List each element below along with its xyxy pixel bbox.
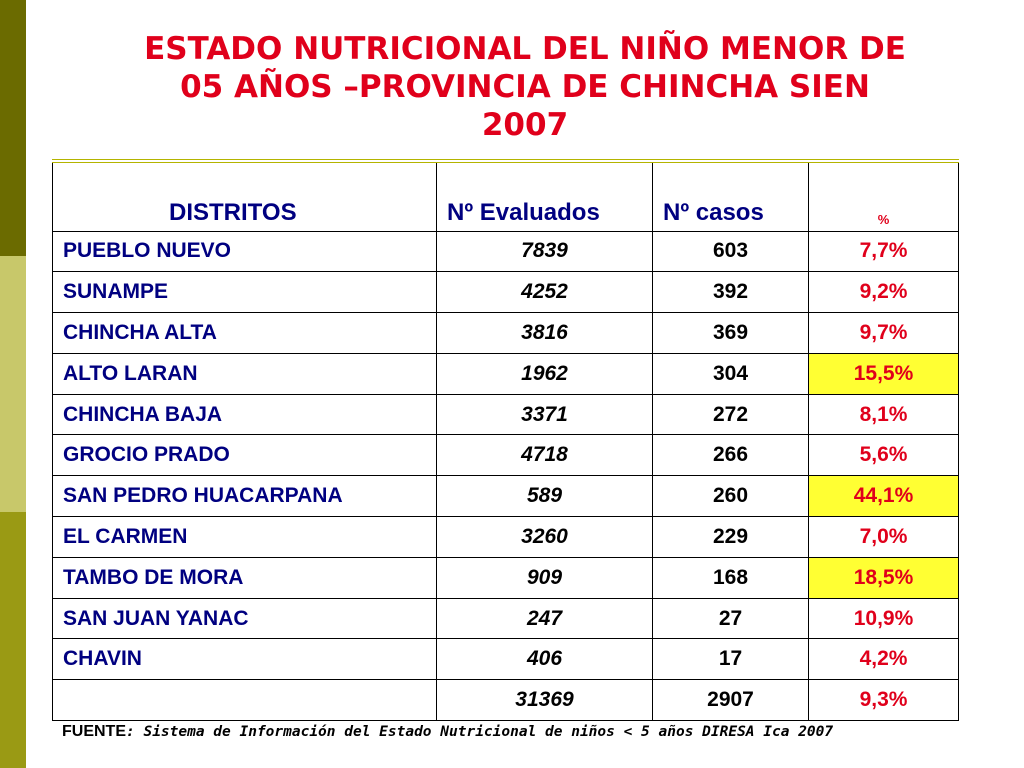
cell-district: EL CARMEN: [53, 517, 437, 558]
header-districts: DISTRITOS: [53, 161, 437, 231]
nutrition-table: [52, 159, 959, 721]
source-label: FUENTE: [62, 723, 126, 740]
cell-percent: 4,2%: [809, 639, 959, 680]
cell-cases: 260: [653, 476, 809, 517]
cell-evaluated: 4252: [437, 272, 653, 313]
table-row: [53, 313, 959, 354]
table-row: [53, 353, 959, 394]
cell-district: CHINCHA BAJA: [53, 394, 437, 435]
cell-district: SAN PEDRO HUACARPANA: [53, 476, 437, 517]
table-row: [53, 517, 959, 558]
decorative-stripe-bottom: [0, 512, 26, 768]
cell-evaluated: 7839: [437, 231, 653, 272]
cell-evaluated: 589: [437, 476, 653, 517]
cell-evaluated: 247: [437, 598, 653, 639]
source-text: : Sistema de Información del Estado Nutricional de niños < 5 años DIRESA Ica 2007: [126, 724, 834, 740]
cell-cases: 369: [653, 313, 809, 354]
cell-percent: 15,5%: [809, 353, 959, 394]
cell-evaluated: 406: [437, 639, 653, 680]
cell-evaluated: 4718: [437, 435, 653, 476]
source-note: [62, 722, 962, 742]
header-row: [53, 161, 959, 231]
header-evaluated: Nº Evaluados: [437, 161, 653, 231]
cell-percent: 5,6%: [809, 435, 959, 476]
table-body: [53, 231, 959, 721]
table-row: [53, 557, 959, 598]
cell-percent: 8,1%: [809, 394, 959, 435]
cell-cases: 17: [653, 639, 809, 680]
cell-evaluated: 3371: [437, 394, 653, 435]
cell-district: SAN JUAN YANAC: [53, 598, 437, 639]
table-row: [53, 639, 959, 680]
cell-evaluated: 909: [437, 557, 653, 598]
cell-cases: 27: [653, 598, 809, 639]
cell-district: ALTO LARAN: [53, 353, 437, 394]
table-header: [53, 161, 959, 231]
table-row: [53, 435, 959, 476]
cell-district: CHINCHA ALTA: [53, 313, 437, 354]
total-cases: 2907: [653, 680, 809, 721]
title-line-2: 05 AÑOS –PROVINCIA DE CHINCHA SIEN: [180, 69, 870, 105]
cell-cases: 168: [653, 557, 809, 598]
cell-evaluated: 3260: [437, 517, 653, 558]
header-cases: Nº casos: [653, 161, 809, 231]
cell-percent: 18,5%: [809, 557, 959, 598]
cell-cases: 304: [653, 353, 809, 394]
table-row: [53, 231, 959, 272]
table-row: [53, 476, 959, 517]
cell-district: TAMBO DE MORA: [53, 557, 437, 598]
header-percent: %: [809, 161, 959, 231]
table-row: [53, 598, 959, 639]
cell-district: CHAVIN: [53, 639, 437, 680]
total-row: [53, 680, 959, 721]
cell-percent: 44,1%: [809, 476, 959, 517]
page-title: [60, 30, 990, 144]
title-line-1: ESTADO NUTRICIONAL DEL NIÑO MENOR DE: [144, 31, 906, 67]
cell-percent: 9,7%: [809, 313, 959, 354]
cell-cases: 272: [653, 394, 809, 435]
total-evaluated: 31369: [437, 680, 653, 721]
cell-evaluated: 3816: [437, 313, 653, 354]
cell-cases: 392: [653, 272, 809, 313]
cell-cases: 229: [653, 517, 809, 558]
cell-evaluated: 1962: [437, 353, 653, 394]
cell-cases: 603: [653, 231, 809, 272]
cell-district: SUNAMPE: [53, 272, 437, 313]
cell-district: GROCIO PRADO: [53, 435, 437, 476]
decorative-stripe-top: [0, 0, 26, 256]
title-line-3: 2007: [481, 107, 569, 143]
total-percent: 9,3%: [809, 680, 959, 721]
total-district: [53, 680, 437, 721]
table-row: [53, 272, 959, 313]
cell-cases: 266: [653, 435, 809, 476]
cell-percent: 7,0%: [809, 517, 959, 558]
cell-percent: 10,9%: [809, 598, 959, 639]
cell-percent: 9,2%: [809, 272, 959, 313]
cell-district: PUEBLO NUEVO: [53, 231, 437, 272]
table-row: [53, 394, 959, 435]
cell-percent: 7,7%: [809, 231, 959, 272]
decorative-stripe-middle: [0, 256, 26, 512]
